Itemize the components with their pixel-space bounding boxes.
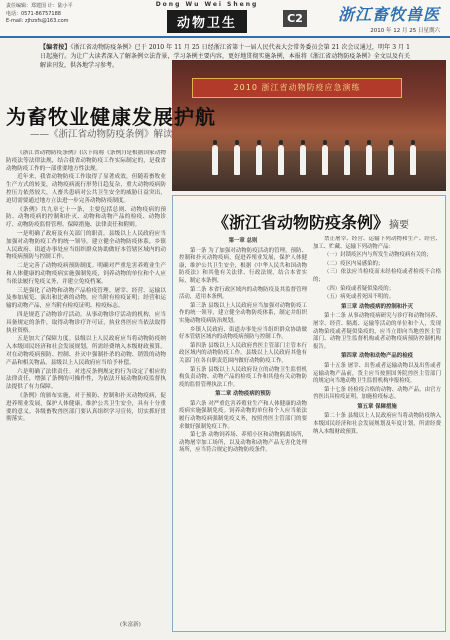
regulation-title-main: 《浙江省动物防疫条例》 <box>213 213 390 232</box>
regulation-box <box>172 195 446 632</box>
photo-figure <box>278 145 284 175</box>
regulation-article: （一）封锁疫区内与所发生动物疫病有关的； <box>324 252 432 259</box>
photo-figure <box>212 145 218 175</box>
regulation-chapter-heading: 第一章 总则 <box>228 238 258 244</box>
issue-date: 2010 年 12 月 25 日星期六 <box>370 28 440 34</box>
regulation-column <box>313 236 441 626</box>
regulation-article: 禁止屠宰、经营、运输下列动物和生产、经营、加工、贮藏、运输下列动物产品： <box>313 236 441 250</box>
section-header <box>152 1 262 33</box>
regulation-article: 第二条 本省行政区域内的动物防疫及其监督管理活动，适用本条例。 <box>179 286 307 301</box>
regulation-title <box>213 210 409 233</box>
photo-figure <box>256 145 262 175</box>
regulation-article: 第六条 对严重危害养殖业生产和人体健康的动物疫病实施强制免疫。饲养动物的单位和个人应当依法履行动物疫病强制免疫义务，按照兽医主管部门的要求做好强制免疫工作。 <box>179 400 307 430</box>
regulation-article: （三）依法应当检疫而未经检疫或者检疫不合格的； <box>313 269 441 283</box>
regulation-article: 第五条 县级以上人民政府设立的动物卫生监督机构负责动物、动物产品的检疫工作和其他有关动物防疫的监督管理执法工作。 <box>179 366 307 388</box>
page-number: C2 <box>283 10 307 27</box>
regulation-chapter-heading: 第五章 保障措施 <box>357 403 397 410</box>
article-body <box>6 150 166 628</box>
photo-banner-text: 2010 浙江省动物防疫应急演练 <box>233 83 361 92</box>
photo-figure <box>366 145 372 175</box>
regulation-article: 第十五条 屠宰、出售或者运输动物以及出售或者运输动物产品前，货主应当按照国务院兽医主管部门的规定向当地动物卫生监督机构申报检疫。 <box>313 362 441 385</box>
regulation-chapter-heading: 第三章 动物疫病的控制和扑灭 <box>341 303 413 310</box>
regulation-article: 第一条 为了加强对动物防疫活动的管理，预防、控制和扑灭动物疫病，促进养殖业发展，保护人体健康，维护公共卫生安全，根据《中华人民共和国动物防疫法》和其他有关法律、行政法规，结合本省实际，制定本条例。 <box>179 247 307 284</box>
regulation-article: 第七条 动物饲养场、养殖小区和动物隔离场所，动物屠宰加工场所，以及动物和动物产品无害化处理场所，应当符合规定的动物防疫条件。 <box>179 432 307 454</box>
newspaper-logo: 浙江畜牧兽医 <box>337 5 440 24</box>
photo-figure <box>388 145 394 175</box>
regulation-article: （五）病死或者死因不明的。 <box>324 294 395 301</box>
article-paragraph: 二是完善了动物疫病预防制度。明确对严重危害养殖业生产和人体健康的动物疫病实施强制免疫，饲养动物的单位和个人应当依法履行免疫义务，并建立免疫档案。 <box>6 263 166 285</box>
article-paragraph: 六是明确了法律责任。对违反条例规定的行为设定了相应的法律责任，增强了条例的可操作性，为依法开展动物防疫监督执法提供了有力保障。 <box>6 368 166 391</box>
regulation-article: 第十二条 从事动物疫病研究与诊疗和动物饲养、屠宰、经营、隔离、运输等活动的单位和个人，发现动物染疫或者疑似染疫的，应当立即向当地兽医主管部门、动物卫生监督机构或者动物疫病预防控制机构报告。 <box>313 313 441 350</box>
regulation-article: 第二十条 县级以上人民政府应当将动物防疫纳入本级国民经济和社会发展规划及年度计划，所需经费纳入本级财政预算。 <box>313 413 441 435</box>
byline: (朱富新) <box>120 622 141 628</box>
article-paragraph: 四是规范了动物诊疗活动。从事动物诊疗活动的机构，应当具备规定的条件，取得动物诊疗许可证，执业兽医应当依法取得执业资格。 <box>6 311 166 334</box>
regulation-title-suffix: 摘要 <box>389 220 410 231</box>
article-paragraph: 《条例》的颁布实施，对于预防、控制和扑灭动物疫病，促进养殖业发展，保护人体健康，维护公共卫生安全，具有十分重要的意义。各级畜牧兽医部门要认真组织学习宣传，切实抓好贯彻落实。 <box>6 392 166 423</box>
article-paragraph: 一是明确了政府及有关部门的职责。县级以上人民政府应当加强对动物防疫工作的统一领导，建立健全动物防疫体系，乡镇人民政府、街道办事处应当组织群众协助做好本管辖区域内的动物疫病预防与控制工作。 <box>6 230 166 261</box>
editor-note-text: 《浙江省动物防疫条例》已于 2010 年 11 月 25 日经浙江省第十一届人民代表大会常务委员会第 21 次会议通过，明年 3 月 1 日起施行。为让广大读者深入了解条例立法背景，学习条例主要内容，更好地贯彻实施条例，本报将《浙江省动物防疫条例》全文以及有关解读刊发，供各地学习参考。 <box>40 44 410 69</box>
photo-figure <box>234 145 240 175</box>
masthead-info-line: 责任编辑：郑建国 计：陆小平 <box>6 3 73 9</box>
masthead <box>0 0 450 38</box>
article-paragraph: 《浙江省动物防疫条例》(以下简称《条例》)是根据国家动物防疫法等法律法规，结合我省动物防疫工作实际制定的，是我省动物防疫工作的一部重要地方性法规。 <box>6 150 166 172</box>
regulation-article: （二）疫区内易感染的； <box>324 260 384 267</box>
section-pinyin: Dong Wu Wei Sheng <box>155 1 259 8</box>
masthead-info-line: 电话：0571-86757188 <box>6 10 61 17</box>
masthead-info-line: E-mail: zjhzsfs@163.com <box>6 18 69 24</box>
regulation-article: 第十七条 经检疫合格的动物、动物产品，由官方兽医出具检疫证明，加施检疫标志。 <box>313 386 441 401</box>
regulation-column <box>179 236 307 626</box>
article-paragraph: 近年来，我省动物防疫工作取得了显著成效，但随着畜牧业生产方式的转变，动物疫病流行形势日趋复杂，重大动物疫病防控压力依然较大，人畜共患病对公共卫生安全的威胁日益突出，迫切需要通过地方立法进一步完善动物防疫制度。 <box>6 174 166 204</box>
photo-figure <box>300 145 306 175</box>
regulation-article: （四）染疫或者疑似染疫的； <box>324 285 395 292</box>
photo-figure <box>344 145 350 175</box>
article-paragraph: 三是强化了动物和动物产品检疫管理。屠宰、经营、运输以及参加展览、演出和比赛的动物，应当附有检疫证明；经营和运输的动物产品，应当附有检疫证明、检疫标志。 <box>6 287 166 310</box>
photo-figure <box>410 145 416 175</box>
photo-figure <box>322 145 328 175</box>
headline: 为畜牧业健康发展护航 <box>6 105 216 129</box>
section-title: 动物卫生 <box>167 10 247 33</box>
masthead-info <box>6 3 73 26</box>
article-paragraph: 《条例》共九章七十一条，主要包括总则、动物疫病的预防、动物疫病的控制和扑灭、动物和动物产品的检疫、动物诊疗、动物防疫监督管理、保障措施、法律责任和附则。 <box>6 206 166 229</box>
regulation-article: 第三条 县级以上人民政府应当加强对动物防疫工作的统一领导，建立健全动物防疫体系，制定并组织实施动物疫病防治规划。 <box>179 302 307 324</box>
regulation-article: 第四条 县级以上人民政府兽医主管部门主管本行政区域内的动物防疫工作。县级以上人民政府其他有关部门在各自职责范围内做好动物防疫工作。 <box>179 342 307 364</box>
regulation-chapter-heading: 第二章 动物疫病的预防 <box>215 391 271 398</box>
subheadline: ——《浙江省动物防疫条例》解读 <box>30 129 173 140</box>
article-paragraph: 五是加大了保障力度。县级以上人民政府应当将动物防疫纳入本级国民经济和社会发展规划，所需经费纳入本级财政预算。对在动物疫病预防、控制、扑灭中强制扑杀的动物、销毁的动物产品和相关物品，县级以上人民政府应当给予补偿。 <box>6 336 166 366</box>
photo-banner <box>192 78 402 98</box>
regulation-chapter-heading: 第四章 动物和动物产品的检疫 <box>341 353 413 360</box>
editor-note-label: 【编者按】 <box>40 44 71 51</box>
regulation-article: 乡镇人民政府、街道办事处应当组织群众协助做好本管辖区域内的动物疫病预防与控制工作。 <box>179 326 307 341</box>
